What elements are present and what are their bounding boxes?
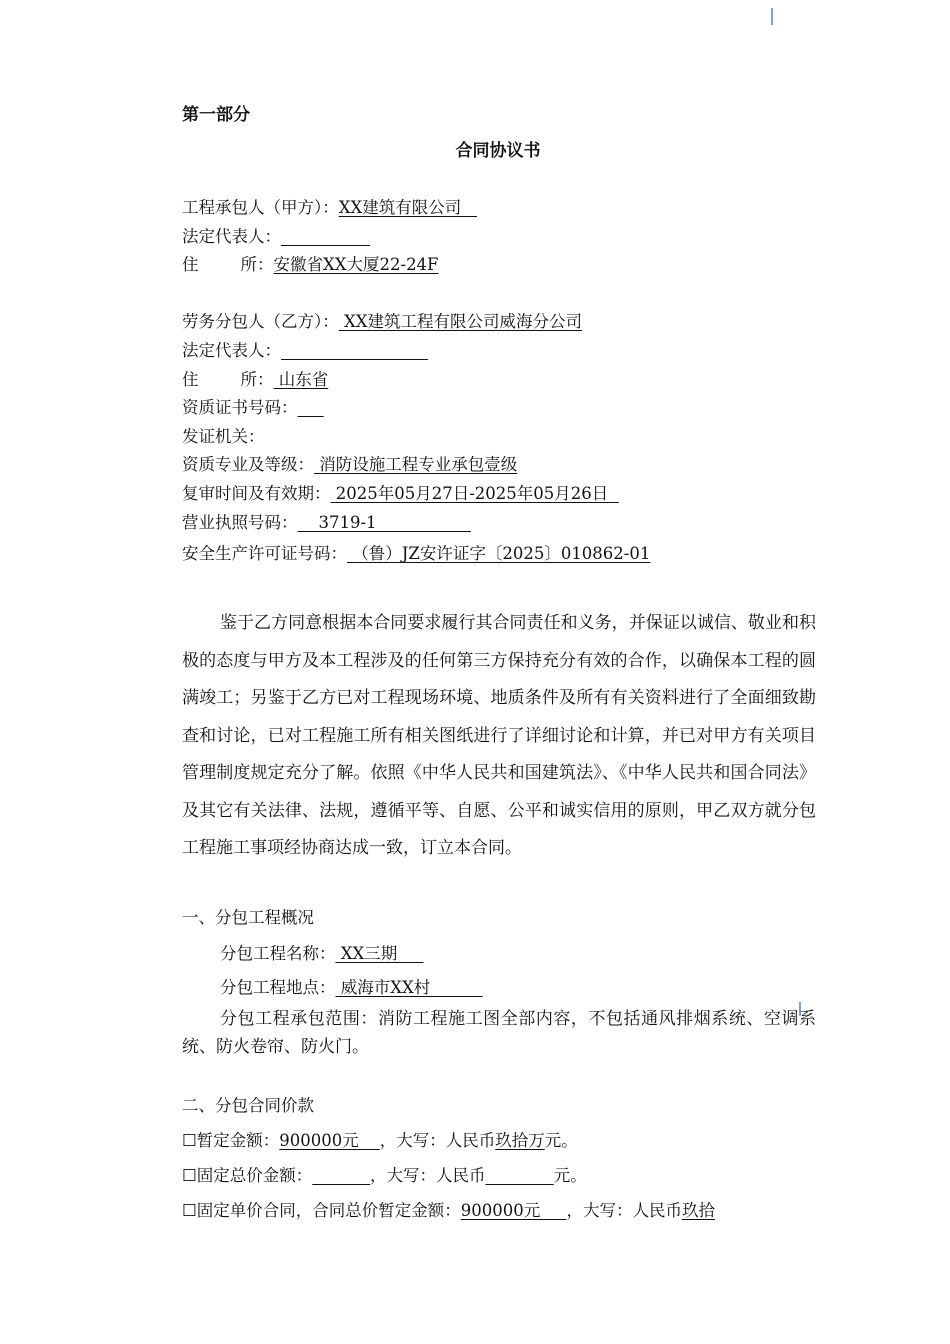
preamble-paragraph: 鉴于乙方同意根据本合同要求履行其合同责任和义务，并保证以诚信、敬业和积极的态度与甲方及本工程涉及的任何第三方保持充分有效的合作，以确保本工程的圆满竣工；另鉴于乙方已对工程现场环境、地质条件及所有有关资料进行了全面细致勘查和讨论，已对工程施工所有相关图纸进行了详细讨论和计算，并已对甲方有关项目管理制度规定充分了解。依照《中华人民共和国建筑法》、《中华人民共和国合同法》及其它有关法律、法规，遵循平等、自愿、公平和诚实信用的原则，甲乙双方就分包工程施工事项经协商达成一致，订立本合同。: [182, 613, 816, 858]
party-b-name: XX建筑工程有限公司威海分公司: [338, 312, 582, 331]
project-scope: 分包工程承包范围：消防工程施工图全部内容，不包括通风排烟系统、空调系统、防火卷帘、防火门。: [182, 1009, 816, 1057]
party-b-label: 劳务分包人（乙方）：: [182, 312, 339, 331]
review-line: [182, 484, 619, 504]
checkbox-provisional[interactable]: ☐: [182, 1131, 197, 1150]
fixed-unit-value: 900000元: [460, 1201, 567, 1220]
party-a-address-line: [182, 255, 439, 275]
provisional-end: 元。: [544, 1131, 578, 1150]
issuer-label: 发证机关：: [182, 427, 265, 446]
party-a-line: [182, 198, 477, 218]
review-label: 复审时间及有效期：: [182, 484, 331, 503]
party-a-rep-value: [281, 227, 370, 246]
cert-number-label: 资质证书号码：: [182, 398, 298, 417]
fixed-total-upper: [486, 1166, 554, 1185]
party-a-rep-label: 法定代表人：: [182, 227, 281, 246]
party-b-rep-line: [182, 341, 428, 361]
text-cursor-marker: [771, 8, 773, 25]
qualification-line: [182, 455, 517, 475]
party-a-addr-label-1: 住: [182, 255, 199, 274]
fixed-unit-label: 固定单价合同，合同总价暂定金额：: [196, 1201, 461, 1220]
party-a-label: 工程承包人（甲方）：: [182, 198, 339, 217]
qualification-label: 资质专业及等级：: [182, 455, 314, 474]
cert-number-value: [298, 398, 324, 417]
party-b-rep-label: 法定代表人：: [182, 341, 281, 360]
project-location-label: 分包工程地点：: [220, 978, 336, 997]
license-line: [182, 513, 471, 533]
provisional-mid: ，大写：人民币: [379, 1131, 496, 1150]
provisional-upper: 玖拾万: [495, 1131, 545, 1150]
price-option-fixed-total: [182, 1166, 587, 1186]
safety-permit-line: [182, 544, 650, 564]
fixed-total-label: 固定总价金额：: [196, 1166, 313, 1185]
license-label: 营业执照号码：: [182, 513, 298, 532]
party-a-name: XX建筑有限公司: [338, 198, 477, 217]
price-option-fixed-unit: [182, 1201, 715, 1221]
party-b-address-line: [182, 370, 328, 390]
safety-permit-label: 安全生产许可证号码：: [182, 544, 347, 563]
project-location-line: [220, 978, 483, 998]
project-name-value: XX三期: [335, 944, 424, 963]
section-label: 第一部分: [182, 105, 250, 125]
party-a-addr-label-2: 所：: [240, 255, 274, 274]
checkbox-fixed-unit[interactable]: ☐: [182, 1201, 197, 1220]
provisional-label: 暂定金额：: [196, 1131, 280, 1150]
party-a-addr-value: 安徽省XX大厦22-24F: [273, 255, 439, 274]
project-name-line: [220, 944, 423, 964]
fixed-total-end: 元。: [553, 1166, 587, 1185]
party-b-addr-label-2: 所：: [240, 370, 274, 389]
project-name-label: 分包工程名称：: [220, 944, 336, 963]
fixed-total-mid: ，大写：人民币: [370, 1166, 486, 1185]
party-b-rep-value: [281, 341, 428, 360]
checkbox-fixed-total[interactable]: ☐: [182, 1166, 197, 1185]
fixed-unit-upper: 玖拾: [682, 1201, 716, 1220]
document-title: 合同协议书: [455, 141, 541, 161]
price-option-provisional: [182, 1131, 578, 1151]
party-b-addr-label-1: 住: [182, 370, 199, 389]
party-a-rep-line: [182, 227, 370, 247]
issuer-line: [182, 427, 265, 447]
project-location-value: 威海市XX村: [335, 978, 483, 997]
qualification-value: 消防设施工程专业承包壹级: [314, 455, 518, 474]
review-value: 2025年05月27日-2025年05月26日: [330, 484, 619, 503]
fixed-unit-mid: ，大写：人民币: [566, 1201, 683, 1220]
provisional-value: 900000元: [279, 1131, 380, 1150]
party-b-line: [182, 312, 582, 332]
party-b-addr-value: 山东省: [273, 370, 329, 389]
cert-number-line: [182, 398, 324, 418]
fixed-total-value: [312, 1166, 370, 1185]
safety-permit-value: （鲁）JZ安许证字〔2025〕010862-01: [347, 544, 651, 563]
section-2-heading: 二、分包合同价款: [182, 1096, 314, 1115]
license-value: 3719-1: [297, 513, 471, 532]
section-1-heading: 一、分包工程概况: [182, 908, 314, 927]
